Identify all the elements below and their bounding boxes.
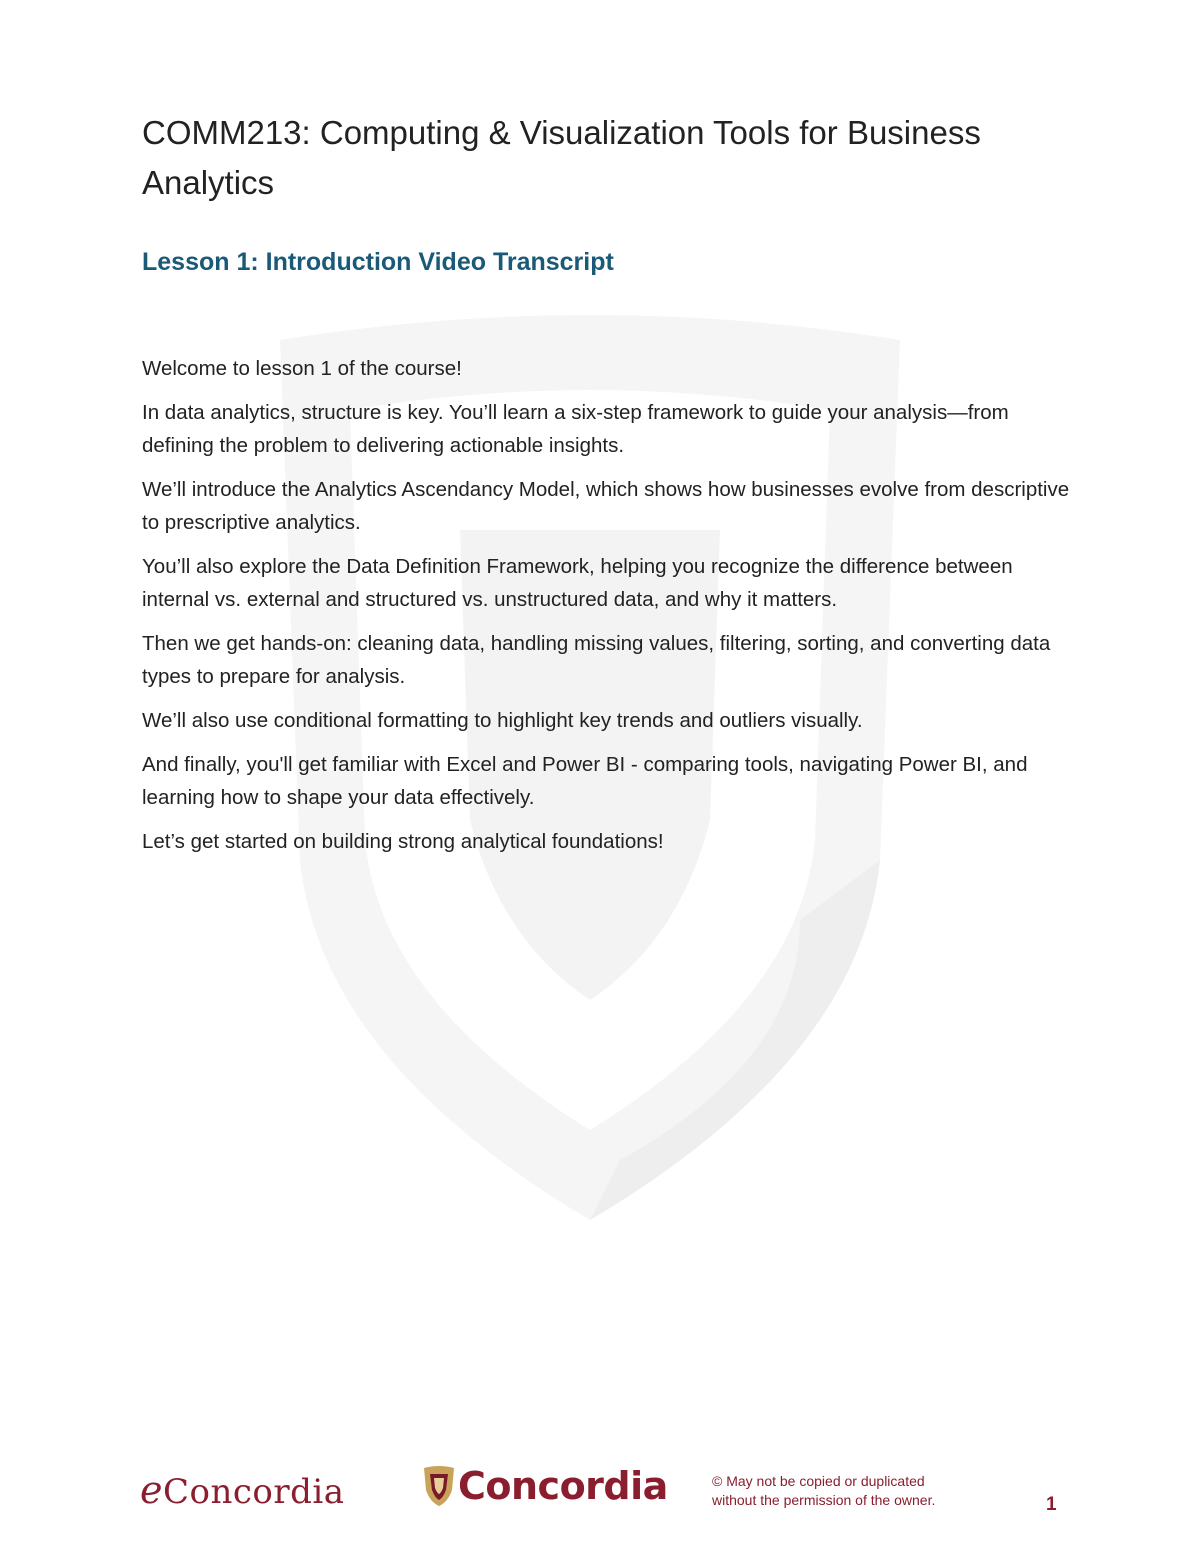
page-number: 1 — [1046, 1494, 1057, 1515]
transcript-paragraph: We’ll introduce the Analytics Ascendancy Model, which shows how businesses evolve from descriptive to prescriptive analytics. — [142, 478, 1070, 534]
lesson-heading: Lesson 1: Introduction Video Transcript — [142, 248, 614, 276]
transcript-paragraph: Welcome to lesson 1 of the course! — [142, 357, 462, 380]
transcript-paragraph: You’ll also explore the Data Definition Framework, helping you recognize the difference between internal vs. external and structured vs. unstructured data, and why it matters. — [142, 555, 1013, 611]
transcript-paragraph: We’ll also use conditional formatting to highlight key trends and outliers visually. — [142, 709, 863, 732]
transcript-paragraph: And finally, you'll get familiar with Excel and Power BI - comparing tools, navigating Power BI, and learning how to shape your data effectively. — [142, 753, 1028, 809]
econcordia-logo: eConcordia — [140, 1468, 345, 1512]
document-content — [142, 108, 1072, 869]
transcript-paragraph: Let’s get started on building strong analytical foundations! — [142, 830, 664, 853]
transcript-body — [142, 352, 1072, 858]
concordia-logo: Concordia — [422, 1464, 668, 1508]
transcript-paragraph: Then we get hands-on: cleaning data, handling missing values, filtering, sorting, and converting data types to prepare for analysis. — [142, 632, 1051, 688]
concordia-crest-icon — [422, 1464, 456, 1508]
document-title: COMM213: Computing & Visualization Tools for Business Analytics — [142, 114, 981, 201]
copyright-notice — [712, 1472, 992, 1510]
copyright-line: without the permission of the owner. — [712, 1492, 936, 1508]
copyright-line: © May not be copied or duplicated — [712, 1473, 925, 1489]
page-footer — [0, 1460, 1200, 1530]
transcript-paragraph: In data analytics, structure is key. You’ll learn a six-step framework to guide your analysis—from defining the problem to delivering actionable insights. — [142, 401, 1009, 457]
